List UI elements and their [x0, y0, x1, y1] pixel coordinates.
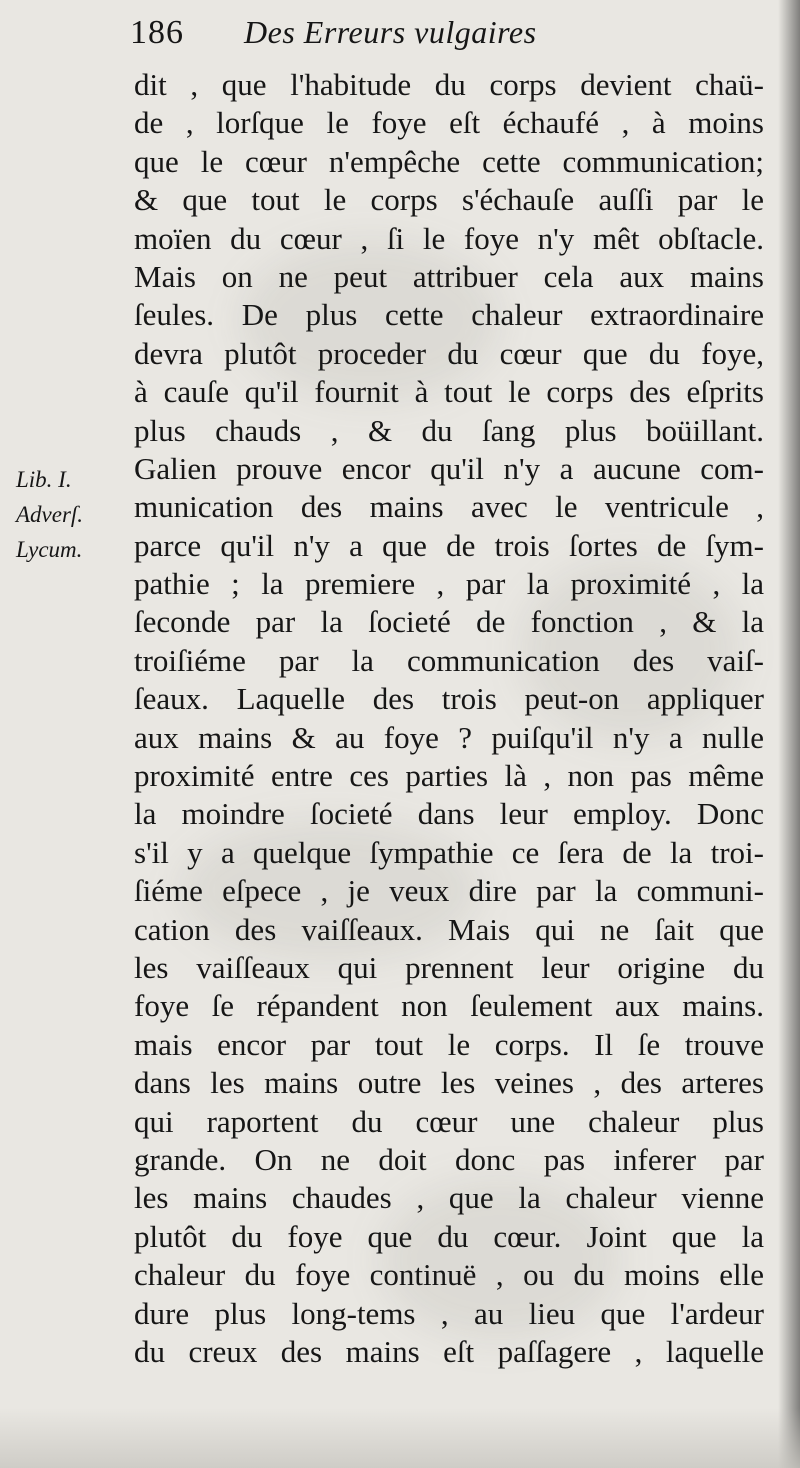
- text-line: moïen du cœur , ſi le foye n'y mêt obſtacle.: [134, 220, 764, 256]
- text-line: Galien prouve encor qu'il n'y a aucune com-: [134, 450, 764, 486]
- text-line: grande. On ne doit donc pas inferer par: [134, 1141, 764, 1177]
- page-bottom-margin: [0, 1408, 800, 1468]
- text-line: que le cœur n'empêche cette communication;: [134, 143, 764, 179]
- marginal-note-line: Adverſ.: [16, 502, 84, 527]
- text-line: ſiéme eſpece , je veux dire par la communi-: [134, 873, 764, 909]
- text-line: troiſiéme par la communication des vaiſ-: [134, 642, 764, 678]
- text-line: mais encor par tout le corps. Il ſe trouve: [134, 1026, 764, 1062]
- text-line: du creux des mains eſt paſſagere , laquelle: [134, 1333, 764, 1369]
- text-line: les vaiſſeaux qui prennent leur origine du: [134, 949, 764, 985]
- text-line: & que tout le corps s'échauſe auſſi par le: [134, 182, 764, 218]
- text-line: ſeules. De plus cette chaleur extraordinaire: [134, 297, 764, 333]
- running-header: [130, 14, 650, 66]
- text-line: parce qu'il n'y a que de trois ſortes de ſym-: [134, 527, 764, 563]
- text-line: cation des vaiſſeaux. Mais qui ne ſait que: [134, 911, 764, 947]
- page-number: 186: [130, 14, 184, 51]
- text-line: chaleur du foye continuë , ou du moins elle: [134, 1257, 764, 1293]
- page-edge-shadow: [778, 0, 800, 1468]
- text-line: la moindre ſocieté dans leur employ. Donc: [134, 796, 764, 832]
- text-line: foye ſe répandent non ſeulement aux mains.: [134, 988, 764, 1024]
- text-line: ſeaux. Laquelle des trois peut-on appliquer: [134, 681, 764, 717]
- text-line: ſeconde par la ſocieté de fonction , & la: [134, 604, 764, 640]
- marginal-note: [16, 462, 128, 567]
- text-line: les mains chaudes , que la chaleur vienne: [134, 1180, 764, 1216]
- text-line: dans les mains outre les veines , des arteres: [134, 1065, 764, 1101]
- text-line: pathie ; la premiere , par la proximité , la: [134, 566, 764, 602]
- text-line: proximité entre ces parties là , non pas même: [134, 758, 764, 794]
- marginal-note-line: Lib. I.: [16, 467, 72, 492]
- text-line: à cauſe qu'il fournit à tout le corps des eſprits: [134, 374, 764, 410]
- text-line: dure plus long-tems , au lieu que l'ardeur: [134, 1295, 764, 1331]
- text-line: dit , que l'habitude du corps devient chaü-: [134, 67, 764, 102]
- text-line: de , lorſque le foye eſt échaufé , à moins: [134, 105, 764, 141]
- text-line: Mais on ne peut attribuer cela aux mains: [134, 258, 764, 294]
- text-line: devra plutôt proceder du cœur que du foye,: [134, 335, 764, 371]
- text-line: aux mains & au foye ? puiſqu'il n'y a nulle: [134, 719, 764, 755]
- text-line: plutôt du foye que du cœur. Joint que la: [134, 1218, 764, 1254]
- text-line: qui raportent du cœur une chaleur plus: [134, 1103, 764, 1139]
- text-line: s'il y a quelque ſympathie ce ſera de la troi-: [134, 834, 764, 870]
- text-line: munication des mains avec le ventricule ,: [134, 489, 764, 525]
- running-title: Des Erreurs vulgaires: [244, 14, 537, 50]
- text-line: plus chauds , & du ſang plus boüillant.: [134, 412, 764, 448]
- marginal-note-line: Lycum.: [16, 537, 83, 562]
- body-text: [134, 66, 764, 1371]
